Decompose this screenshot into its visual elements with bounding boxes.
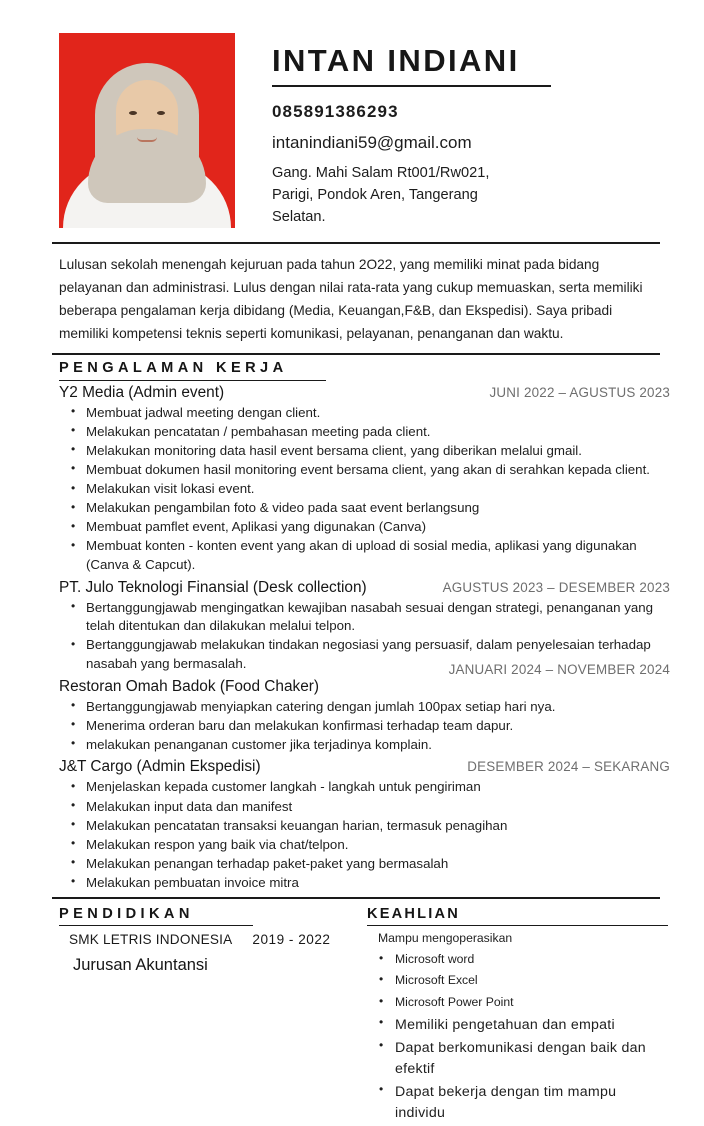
- contact-block: [235, 33, 660, 229]
- education-heading-underline: [59, 925, 253, 926]
- job-responsibilities: [59, 404, 670, 575]
- photo-eye-left: [129, 111, 137, 115]
- experience-item: [59, 384, 670, 575]
- school-major: Jurusan Akuntansi: [73, 955, 208, 974]
- resume-header: [0, 0, 704, 229]
- school-name: SMK LETRIS INDONESIA: [69, 931, 233, 947]
- experience-item-header: [59, 384, 670, 402]
- list-item: • Microsoft Excel: [367, 971, 668, 991]
- profile-photo: [59, 33, 235, 228]
- list-item: • Memiliki pengetahuan dan empati: [367, 1015, 668, 1036]
- skills-list: [367, 950, 668, 1124]
- list-item: • Menerima orderan baru dan melakukan konfirmasi terhadap team dapur.: [59, 717, 670, 736]
- job-date: DESEMBER 2024 – SEKARANG: [467, 759, 670, 775]
- experience-item-header: [59, 661, 670, 696]
- list-item: • Melakukan monitoring data hasil event bersama client, yang diberikan melalui gmail.: [59, 442, 670, 461]
- list-item: • Bertanggungjawab melakukan tindakan negosiasi yang persuasif, dalam penyelesaian terhadap nasabah yang bermasalah.: [59, 636, 670, 673]
- photo-mouth: [137, 137, 157, 142]
- job-title: Restoran Omah Badok (Food Chaker): [59, 677, 320, 695]
- list-item: • Melakukan pencatatan / pembahasan meeting pada client.: [59, 423, 670, 442]
- experience-heading-wrap: [0, 355, 704, 381]
- experience-item-header: [59, 579, 670, 597]
- experience-heading-underline: [59, 380, 326, 381]
- list-item: • Bertanggungjawab mengingatkan kewajiban nasabah sesuai dengan strategi, penanganan yang telah ditentukan dan dilakukan melalui telpon.: [59, 599, 670, 636]
- photo-eye-right: [157, 111, 165, 115]
- list-item: • Bertanggungjawab menyiapkan catering dengan jumlah 100pax setiap hari nya.: [59, 698, 670, 717]
- experience-item-header: [59, 758, 670, 776]
- skills-heading-underline: [367, 925, 668, 926]
- name-underline: [272, 85, 551, 87]
- experience-item: [59, 758, 670, 892]
- list-item: • melakukan penanganan customer jika terjadinya komplain.: [59, 736, 670, 755]
- experience-item: [59, 579, 670, 674]
- skills-intro: Mampu mengoperasikan: [378, 930, 513, 945]
- skills-section: [361, 906, 668, 1126]
- list-item: • Microsoft word: [367, 950, 668, 970]
- home-address: Gang. Mahi Salam Rt001/Rw021, Parigi, Pondok Aren, Tangerang Selatan.: [272, 164, 490, 226]
- profile-summary: Lulusan sekolah menengah kejuruan pada tahun 2O22, yang memiliki minat pada bidang pelayanan dan administrasi. Lulus dengan nilai rata-rata yang cukup memuaskan, serta memiliki beberapa pengalaman kerja dibidang (Media, Keuangan,F&B, dan Ekspedisi). Saya pribadi memiliki kompetensi teknis seperti komunikasi, pelayanan, penanganan dan waktu.: [59, 256, 643, 342]
- experience-heading: PENGALAMAN KERJA: [59, 359, 288, 376]
- experience-item: [59, 661, 670, 755]
- job-responsibilities: [59, 778, 670, 892]
- list-item: • Membuat jadwal meeting dengan client.: [59, 404, 670, 423]
- list-item: • Melakukan pengambilan foto & video pada saat event berlangsung: [59, 499, 670, 518]
- list-item: • Membuat pamflet event, Aplikasi yang digunakan (Canva): [59, 518, 670, 537]
- education-heading: PENDIDIKAN: [59, 905, 194, 922]
- list-item: • Melakukan respon yang baik via chat/telpon.: [59, 836, 670, 855]
- list-item: • Dapat berkomunikasi dengan baik dan efektif: [367, 1038, 668, 1080]
- education-section: [59, 906, 361, 1126]
- list-item: • Menjelaskan kepada customer langkah - langkah untuk pengiriman: [59, 778, 670, 797]
- phone-number: 085891386293: [272, 101, 399, 121]
- list-item: • Microsoft Power Point: [367, 993, 668, 1013]
- bottom-columns: [0, 906, 704, 1126]
- list-item: • Melakukan input data dan manifest: [59, 798, 670, 817]
- job-title: PT. Julo Teknologi Finansial (Desk collection): [59, 578, 367, 596]
- list-item: • Melakukan pembuatan invoice mitra: [59, 874, 670, 893]
- candidate-name: INTAN INDIANI: [272, 43, 520, 78]
- list-item: • Melakukan visit lokasi event.: [59, 480, 670, 499]
- school-years: 2019 - 2022: [252, 931, 331, 947]
- list-item: • Melakukan pencatatan transaksi keuangan harian, termasuk penagihan: [59, 817, 670, 836]
- job-title: J&T Cargo (Admin Ekspedisi): [59, 758, 261, 776]
- email-address: intanindiani59@gmail.com: [272, 132, 472, 152]
- job-title: Y2 Media (Admin event): [59, 383, 225, 401]
- job-responsibilities: [59, 698, 670, 755]
- divider-bottom: [52, 897, 660, 899]
- list-item: • Dapat bekerja dengan tim mampu individu: [367, 1082, 668, 1124]
- job-date: AGUSTUS 2023 – DESEMBER 2023: [442, 579, 670, 595]
- education-entry: [59, 932, 361, 947]
- list-item: • Membuat konten - konten event yang akan di upload di sosial media, aplikasi yang digunakan (Canva & Capcut).: [59, 537, 670, 574]
- skills-heading: KEAHLIAN: [367, 905, 460, 922]
- experience-section: [0, 384, 704, 893]
- job-date: JANUARI 2024 – NOVEMBER 2024: [448, 661, 670, 677]
- list-item: • Melakukan penangan terhadap paket-paket yang bermasalah: [59, 855, 670, 874]
- job-date: JUNI 2022 – AGUSTUS 2023: [489, 384, 670, 400]
- list-item: • Membuat dokumen hasil monitoring event bersama client, yang akan di serahkan kepada client.: [59, 461, 670, 480]
